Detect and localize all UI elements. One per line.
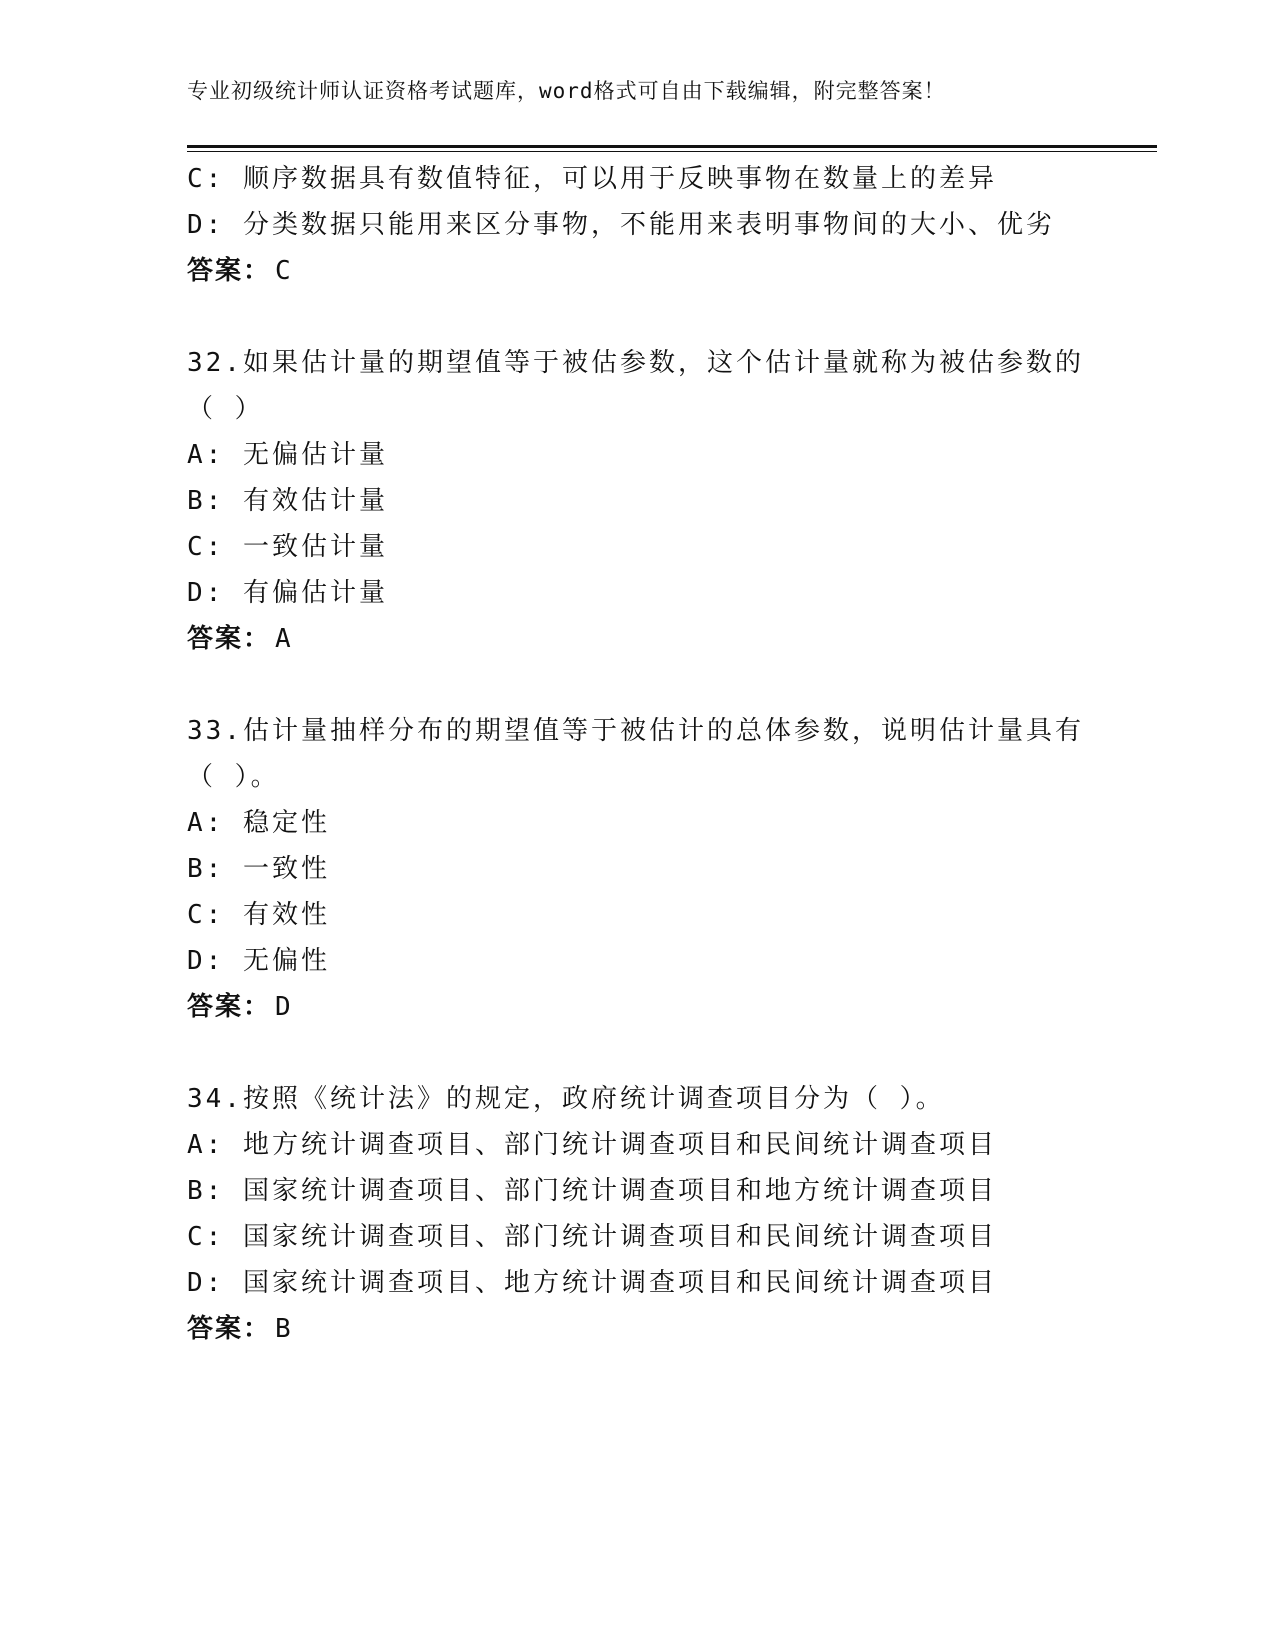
answer-label: 答案：: [187, 992, 272, 1022]
option-b: B: 一致性: [187, 854, 330, 884]
option-b: B: 国家统计调查项目、部门统计调查项目和地方统计调查项目: [187, 1176, 997, 1206]
option-b: B: 有效估计量: [187, 486, 388, 516]
question-stem: 34.按照《统计法》的规定，政府统计调查项目分为（ ）。: [187, 1084, 945, 1114]
answer-label: 答案：: [187, 1314, 272, 1344]
answer-line: [187, 616, 1127, 662]
question-stem-blank: （ ）: [187, 394, 264, 424]
header-rule-thick: [187, 145, 1157, 148]
option-c: C: 顺序数据具有数值特征，可以用于反映事物在数量上的差异: [187, 164, 997, 194]
prev-question: [187, 156, 1127, 294]
answer-label: 答案：: [187, 256, 272, 286]
answer-label: 答案：: [187, 624, 272, 654]
answer-line: [187, 1306, 1127, 1352]
question-stem: 33.估计量抽样分布的期望值等于被估计的总体参数，说明估计量具有: [187, 716, 1084, 746]
option-d: D: 有偏估计量: [187, 578, 388, 608]
spacer: [187, 294, 1127, 340]
option-a: A: 稳定性: [187, 808, 330, 838]
answer-line: [187, 984, 1127, 1030]
question-34: [187, 1076, 1127, 1352]
question-33: [187, 708, 1127, 1030]
question-stem: 32.如果估计量的期望值等于被估参数，这个估计量就称为被估参数的: [187, 348, 1084, 378]
option-c: C: 一致估计量: [187, 532, 388, 562]
question-stem-blank: （ ）。: [187, 762, 280, 792]
option-a: A: 无偏估计量: [187, 440, 388, 470]
answer-value: C: [275, 256, 293, 286]
option-c: C: 有效性: [187, 900, 330, 930]
option-d: D: 国家统计调查项目、地方统计调查项目和民间统计调查项目: [187, 1268, 997, 1298]
spacer: [187, 662, 1127, 708]
option-a: A: 地方统计调查项目、部门统计调查项目和民间统计调查项目: [187, 1130, 997, 1160]
answer-value: D: [275, 992, 293, 1022]
option-d: D: 无偏性: [187, 946, 330, 976]
answer-value: A: [275, 624, 293, 654]
answer-line: [187, 248, 1127, 294]
question-content: [187, 156, 1127, 1352]
question-32: [187, 340, 1127, 662]
page-header: 专业初级统计师认证资格考试题库，word格式可自由下载编辑，附完整答案！: [187, 79, 946, 103]
spacer: [187, 1030, 1127, 1076]
option-c: C: 国家统计调查项目、部门统计调查项目和民间统计调查项目: [187, 1222, 997, 1252]
answer-value: B: [275, 1314, 293, 1344]
option-d: D: 分类数据只能用来区分事物，不能用来表明事物间的大小、优劣: [187, 210, 1055, 240]
header-rule-thin: [187, 151, 1157, 152]
